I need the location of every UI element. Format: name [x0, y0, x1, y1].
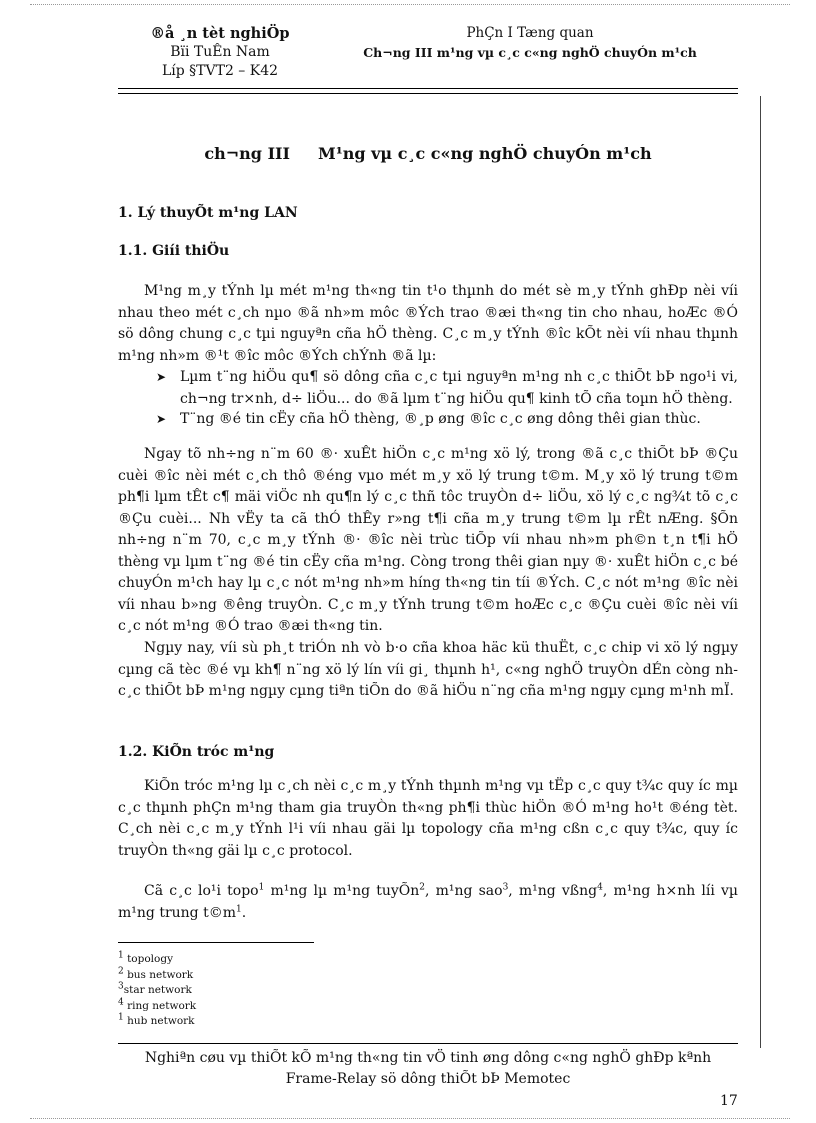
header-part: PhÇn I Tæng quan: [466, 25, 594, 41]
header-author: Bïi TuÊn Nam: [170, 44, 270, 60]
page-number: 17: [720, 1093, 738, 1109]
header-right: [330, 24, 730, 62]
footnote-mark: 3: [118, 981, 124, 992]
footnotes: [118, 952, 196, 1030]
footnote-text: hub network: [127, 1015, 195, 1027]
top-dotted-border: [30, 4, 790, 5]
footnote-mark: 4: [118, 997, 124, 1007]
chapter-number: ch¬ng III: [204, 144, 291, 163]
topo-text: .: [241, 904, 247, 921]
footnote-item: [118, 952, 196, 968]
header-thesis-label: ®å ¸n tèt nghiÖp: [150, 25, 290, 42]
right-margin-rule: [760, 96, 761, 1048]
bullet-item: [156, 367, 738, 410]
footer: [118, 1048, 738, 1090]
paragraph-architecture-text: KiÕn tróc m¹ng lµ c¸ch nèi c¸c m¸y tÝnh thµnh m¹ng vµ tËp c¸c quy t¾c quy íc mµ c¸c thµnh phÇn m¹ng tham gia truyÒn th«ng ph¶i thùc hiÖn ®Ó m¹ng ho¹t ®éng tèt. C¸ch nèi c¸c m¸y tÝnh l¹i víi nhau gäi lµ topology cña m¹ng cßn c¸c quy t¾c, quy íc truyÒn th«ng gäi lµ c¸c protocol.: [118, 778, 738, 859]
header-rule-top: [118, 88, 738, 89]
paragraph-history: [118, 444, 738, 638]
footnote-ref[interactable]: 2: [419, 882, 425, 893]
footnote-item: [118, 1014, 196, 1030]
footnote-mark: 2: [118, 966, 124, 976]
footnote-text: star network: [123, 984, 192, 996]
topo-text: , m¹ng h×nh líi vµ m¹ng trung t©m: [118, 883, 738, 921]
chapter-name: M¹ng vµ c¸c c«ng nghÖ chuyÓn m¹ch: [318, 144, 652, 163]
paragraph-history-text: Ngay tõ nh÷ng n¨m 60 ®· xuÊt hiÖn c¸c m¹ng xö lý, trong ®ã c¸c thiÕt bÞ ®Çu cuèi ®îc nèi mét c¸ch thô ®éng vµo mét m¸y xö lý trung t©m. M¸y xö lý trung t©m ph¶i lµm tÊt c¶ mäi viÖc nh qu¶n lý c¸c thñ tôc truyÒn d÷ liÖu, xö lý c¸c ng¾t tõ c¸c ®Çu cuèi... Nh vËy ta cã thÓ thÊy r»ng t¶i cña m¸y trung t©m lµ rÊt nÆng. §Õn nh÷ng n¨m 70, c¸c m¸y tÝnh ®· ®îc nèi trùc tiÕp víi nhau nh»m ph©n t¸n t¶i hÖ thèng vµ lµm t¨ng ®é tin cËy cña m¹ng. Còng trong thêi gian nµy ®· xuÊt hiÖn c¸c bé chuyÓn m¹ch hay lµ c¸c nót m¹ng nh»m híng th«ng tin tíi ®Ých. C¸c nót m¹ng ®îc nèi víi nhau b»ng ®êng truyÒn. C¸c m¸y tÝnh trung t©m hoÆc c¸c ®Çu cuèi ®îc nèi víi c¸c nót m¹ng ®Ó trao ®æi th«ng tin.: [118, 446, 738, 634]
footnote-item: [118, 999, 196, 1015]
footnote-mark: 1: [118, 1012, 124, 1023]
paragraph-today: [118, 638, 738, 703]
header-chapter: Ch¬ng III m¹ng vµ c¸c c«ng nghÖ chuyÓn m¹ch: [363, 45, 697, 60]
topo-text: Cã c¸c lo¹i topo: [144, 883, 259, 899]
bullet-text: Lµm t¨ng hiÖu qu¶ sö dông cña c¸c tµi nguyªn m¹ng nh c¸c thiÕt bÞ ngo¹i vi, ch¬ng tr×nh, d÷ liÖu... do ®ã lµm t¨ng hiÖu qu¶ kinh tÕ cña toµn hÖ thèng.: [180, 369, 738, 407]
footnote-ref[interactable]: 1: [258, 882, 265, 893]
arrow-bullet-icon: ➤: [156, 370, 167, 384]
header-rule-bottom: [118, 93, 738, 94]
footnote-item: [118, 968, 196, 984]
header-left: [120, 24, 320, 81]
bullet-text: T¨ng ®é tin cËy cña hÖ thèng, ®¸p øng ®îc c¸c øng dông thêi gian thùc.: [180, 411, 701, 427]
paragraph-architecture: [118, 776, 738, 862]
footnote-text: ring network: [127, 999, 197, 1012]
footnote-item: [118, 983, 196, 999]
topo-text: , m¹ng vßng: [508, 883, 598, 899]
footer-line-1: Nghiªn cøu vµ thiÕt kÕ m¹ng th«ng tin vÖ tinh øng dông c«ng nghÖ ghÐp kªnh: [144, 1050, 712, 1066]
paragraph-intro-text: M¹ng m¸y tÝnh lµ mét m¹ng th«ng tin t¹o thµnh do mét sè m¸y tÝnh ghÐp nèi víi nhau theo mét c¸ch nµo ®ã nh»m môc ®Ých trao ®æi th«ng tin cho nhau, hoÆc ®Ó sö dông chung c¸c tµi nguyªn cña hÖ thèng. C¸c m¸y tÝnh ®îc kÕt nèi víi nhau thµnh m¹ng nh»m ®¹t ®îc môc ®Ých chÝnh ®ã lµ:: [118, 283, 738, 364]
section-heading-lan: 1. Lý thuyÕt m¹ng LAN: [118, 205, 298, 221]
paragraph-topologies: [118, 881, 738, 924]
footnote-ref[interactable]: 1: [235, 903, 242, 914]
topo-text: m¹ng lµ m¹ng tuyÕn: [264, 883, 420, 899]
footnote-mark: 1: [118, 950, 124, 961]
topo-text: , m¹ng sao: [425, 883, 503, 899]
arrow-bullet-icon: ➤: [156, 412, 167, 426]
paragraph-today-text: Ngµy nay, víi sù ph¸t triÓn nh vò b·o cña khoa häc kü thuËt, c¸c chip vi xö lý ngµy cµng cã tèc ®é vµ kh¶ n¨ng xö lý lín víi gi¸ thµnh h¹, c«ng nghÖ truyÒn dÉn còng nh c¸c thiÕt bÞ m¹ng ngµy cµng tiªn tiÕn do ®ã hiÖu n¨ng cña m¹ng ngµy cµng m¹nh mÏ.: [118, 640, 738, 699]
subsection-heading-intro: 1.1. Giíi thiÖu: [118, 243, 230, 259]
footnote-text: topology: [127, 953, 173, 965]
chapter-title: [118, 144, 738, 163]
header-class: Líp §TVT2 – K42: [161, 63, 279, 79]
footer-rule: [118, 1043, 738, 1044]
subsection-heading-architecture: 1.2. KiÕn tróc m¹ng: [118, 744, 275, 760]
footer-line-2: Frame-Relay sö dông thiÕt bÞ Memotec: [285, 1071, 571, 1087]
footnote-separator: [118, 942, 314, 943]
paragraph-intro: [118, 281, 738, 367]
bottom-dotted-border: [30, 1118, 790, 1119]
footnote-ref[interactable]: 3: [502, 882, 509, 893]
bullet-item: [156, 409, 738, 431]
footnote-text: bus network: [127, 968, 194, 981]
footnote-ref[interactable]: 4: [597, 882, 603, 893]
